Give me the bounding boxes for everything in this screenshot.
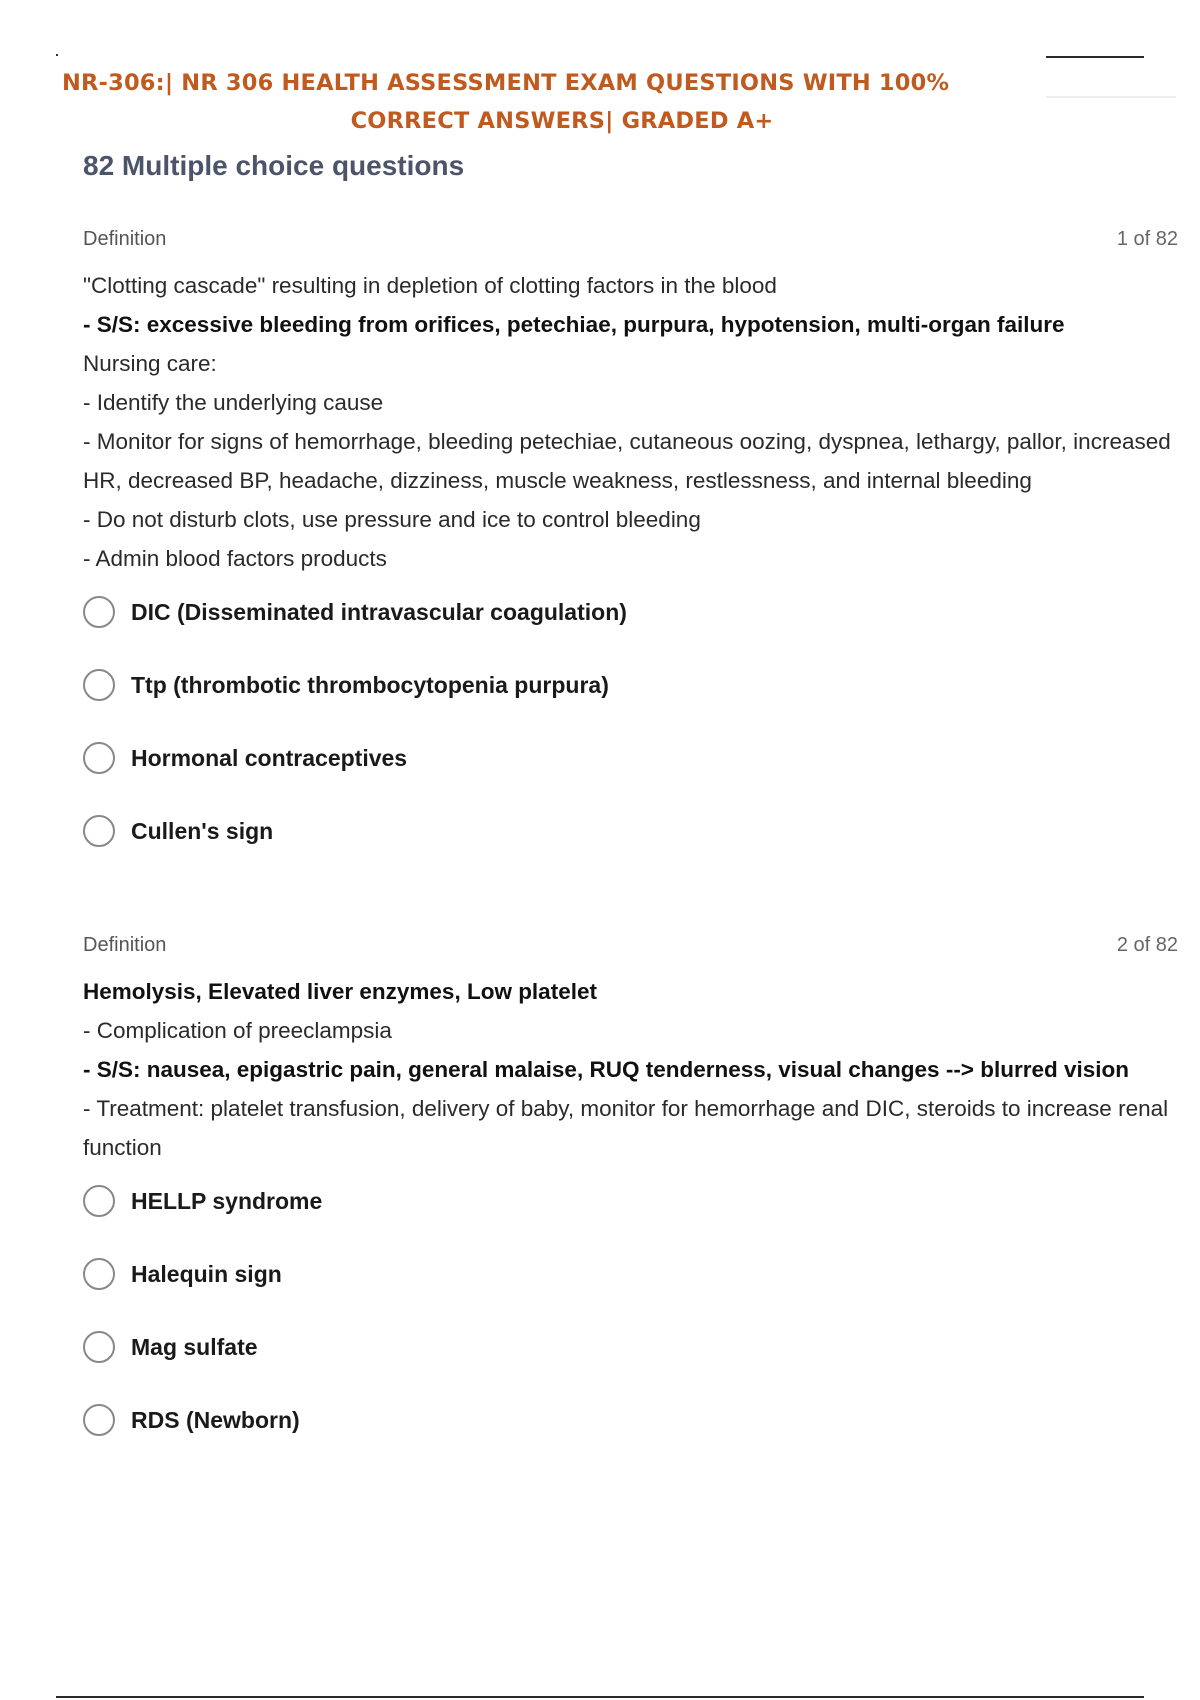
footer-rule	[56, 1696, 1144, 1698]
definition-line: Hemolysis, Elevated liver enzymes, Low platelet	[83, 979, 597, 1004]
definition-line: - Do not disturb clots, use pressure and ice to control bleeding	[83, 507, 701, 532]
definition-line: - Complication of preeclampsia	[83, 1018, 392, 1043]
answer-option-label: RDS (Newborn)	[131, 1407, 300, 1433]
definition-line: Nursing care:	[83, 351, 217, 376]
question-type-label: Definition	[83, 934, 167, 956]
document-title-line-2: CORRECT ANSWERS| GRADED A+	[350, 108, 774, 134]
page-corner-dot	[56, 54, 58, 56]
question-card-header	[83, 228, 1178, 256]
document-title	[62, 64, 1062, 140]
definition-line: - Identify the underlying cause	[83, 390, 384, 415]
definition-line: - Admin blood factors products	[83, 546, 387, 571]
answer-option-dic[interactable]	[83, 592, 1178, 665]
radio-button[interactable]	[83, 596, 115, 628]
answer-option-hellp-syndrome[interactable]	[83, 1181, 1178, 1254]
radio-button[interactable]	[83, 1331, 115, 1363]
question-counter: 2 of 82	[1116, 934, 1178, 956]
definition-line: - Treatment: platelet transfusion, delivery of baby, monitor for hemorrhage and DIC, steroids to increase renal function	[83, 1096, 1169, 1160]
definition-line: - S/S: nausea, epigastric pain, general malaise, RUQ tenderness, visual changes --> blurred vision	[83, 1057, 1129, 1082]
answer-option-mag-sulfate[interactable]	[83, 1327, 1178, 1400]
header-rule	[1046, 56, 1144, 58]
answer-option-label: Ttp (thrombotic thrombocytopenia purpura)	[131, 672, 609, 698]
radio-button[interactable]	[83, 815, 115, 847]
answer-option-label: Hormonal contraceptives	[131, 745, 408, 771]
definition-line: "Clotting cascade" resulting in depletion of clotting factors in the blood	[83, 273, 777, 298]
question-counter: 1 of 82	[1116, 228, 1178, 250]
radio-button[interactable]	[83, 742, 115, 774]
question-definition	[83, 266, 1178, 578]
answer-options	[83, 1181, 1178, 1473]
definition-line: - Monitor for signs of hemorrhage, bleeding petechiae, cutaneous oozing, dyspnea, lethargy, pallor, increased HR, decreased BP, headache, dizziness, muscle weakness, restlessness, and internal bleeding	[83, 429, 1171, 493]
question-card-1	[83, 228, 1178, 884]
answer-option-hormonal-contraceptives[interactable]	[83, 738, 1178, 811]
radio-button[interactable]	[83, 1185, 115, 1217]
answer-option-rds-newborn[interactable]	[83, 1400, 1178, 1473]
radio-button[interactable]	[83, 1404, 115, 1436]
answer-option-label: Mag sulfate	[131, 1334, 258, 1360]
answer-option-label: Halequin sign	[131, 1261, 282, 1287]
answer-option-label: HELLP syndrome	[131, 1188, 323, 1214]
radio-button[interactable]	[83, 669, 115, 701]
answer-option-ttp[interactable]	[83, 665, 1178, 738]
question-set-heading: 82 Multiple choice questions	[83, 150, 465, 181]
answer-option-label: Cullen's sign	[131, 818, 274, 844]
answer-options	[83, 592, 1178, 884]
question-definition	[83, 972, 1178, 1167]
radio-button[interactable]	[83, 1258, 115, 1290]
answer-option-halequin-sign[interactable]	[83, 1254, 1178, 1327]
definition-line: - S/S: excessive bleeding from orifices, petechiae, purpura, hypotension, multi-organ failure	[83, 312, 1065, 337]
answer-option-label: DIC (Disseminated intravascular coagulation)	[131, 599, 627, 625]
question-card-header	[83, 934, 1178, 962]
answer-option-cullens-sign[interactable]	[83, 811, 1178, 884]
header-rule-faint	[1046, 96, 1176, 98]
question-card-2	[83, 934, 1178, 1473]
question-type-label: Definition	[83, 228, 167, 250]
document-title-line-1: NR-306:| NR 306 HEALTH ASSESSMENT EXAM QUESTIONS WITH 100%	[62, 70, 950, 96]
